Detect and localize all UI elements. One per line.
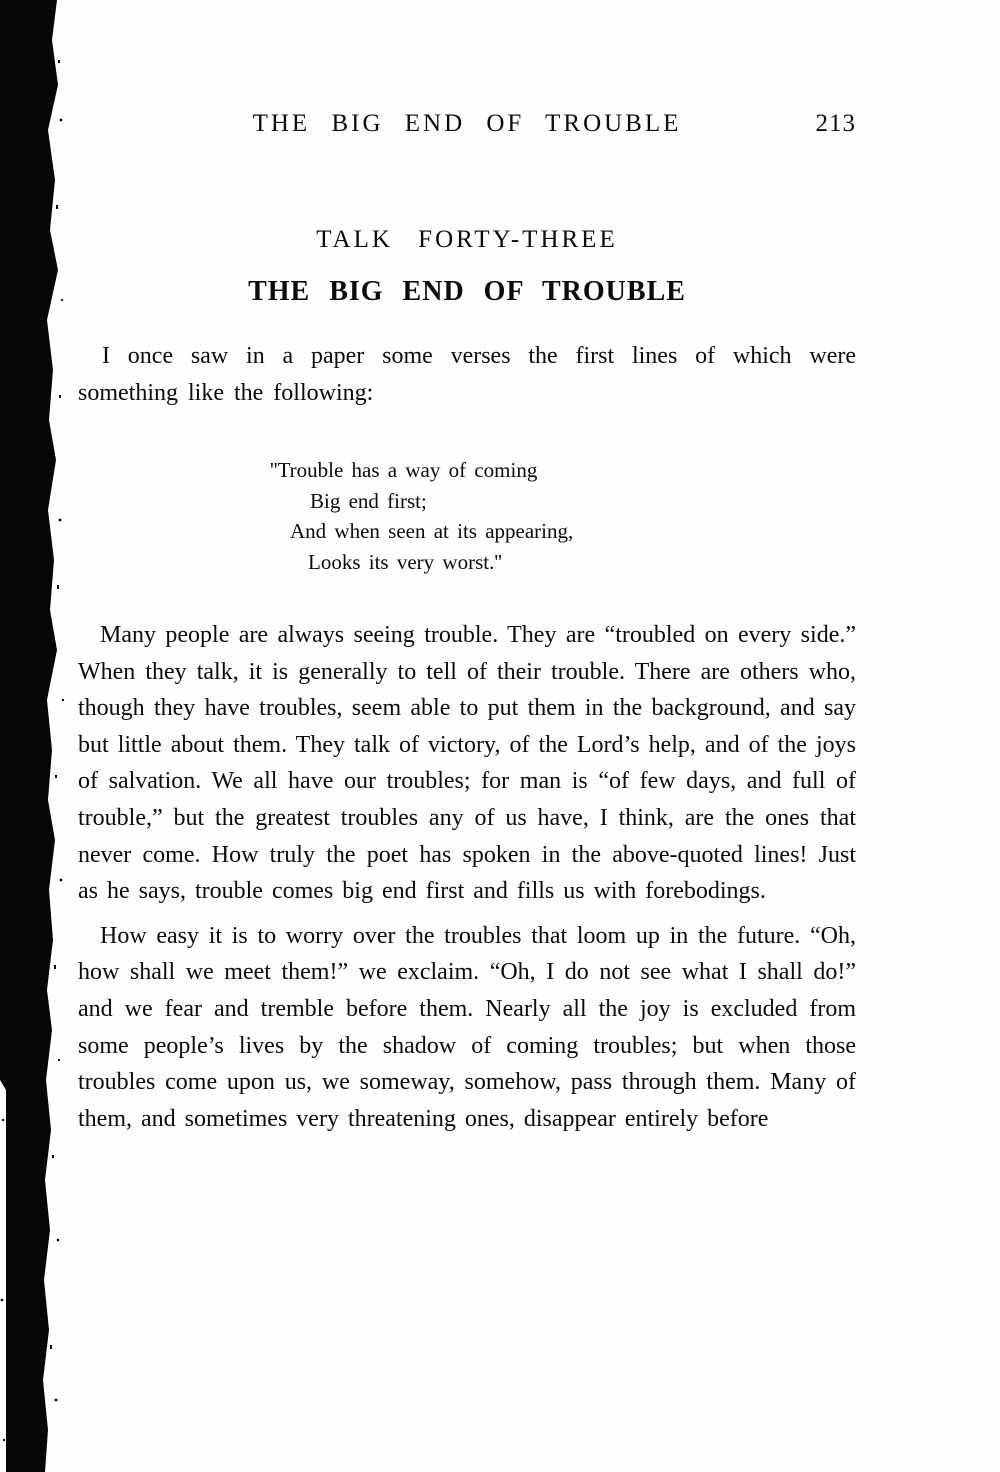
talk-heading: TALK FORTY-THREE (316, 226, 618, 253)
page-content (78, 0, 856, 1137)
verse-line: Looks its very worst.'' (308, 549, 502, 574)
intro-paragraph: I once saw in a paper some verses the first lines of which were something like the following: (78, 343, 856, 406)
body-paragraphs (78, 617, 856, 1137)
running-header (78, 110, 856, 142)
body-paragraph: How easy it is to worry over the troubles that loom up in the future. “Oh, how shall we meet them!” we exclaim. “Oh, I do not see what I shall do!” and we fear and tremble before them. Nearly all the joy is excluded from some people’s lives by the shadow of coming troubles; but when those troubles come upon us, we someway, somehow, pass through them. Many of them, and sometimes very threatening ones, disappear entirely before (78, 922, 856, 1132)
verse-line: ''Trouble has a way of coming (270, 458, 538, 482)
verse-line: And when seen at its appearing, (290, 519, 574, 543)
body-paragraph: Many people are always seeing trouble. They are “troubled on every side.” When they talk, it is generally to tell of their trouble. There are others who, though they have troubles, seem able to put them in the background, and say but little about them. They talk of victory, of the Lord’s help, and of the joys of salvation. We all have our troubles; for man is “of few days, and full of trouble,” but the greatest troubles any of us have, I think, are the ones that never come. How truly the poet has spoken in the above-quoted lines! Just as he says, trouble comes big end first and fills us with forebodings. (78, 622, 856, 905)
running-title: THE BIG END OF TROUBLE (252, 110, 682, 137)
page-number: 213 (815, 110, 856, 137)
chapter-title: THE BIG END OF TROUBLE (248, 276, 686, 307)
verse-line: Big end first; (310, 488, 427, 513)
scan-gutter-shadow (0, 0, 80, 1472)
verse-block (270, 455, 856, 577)
